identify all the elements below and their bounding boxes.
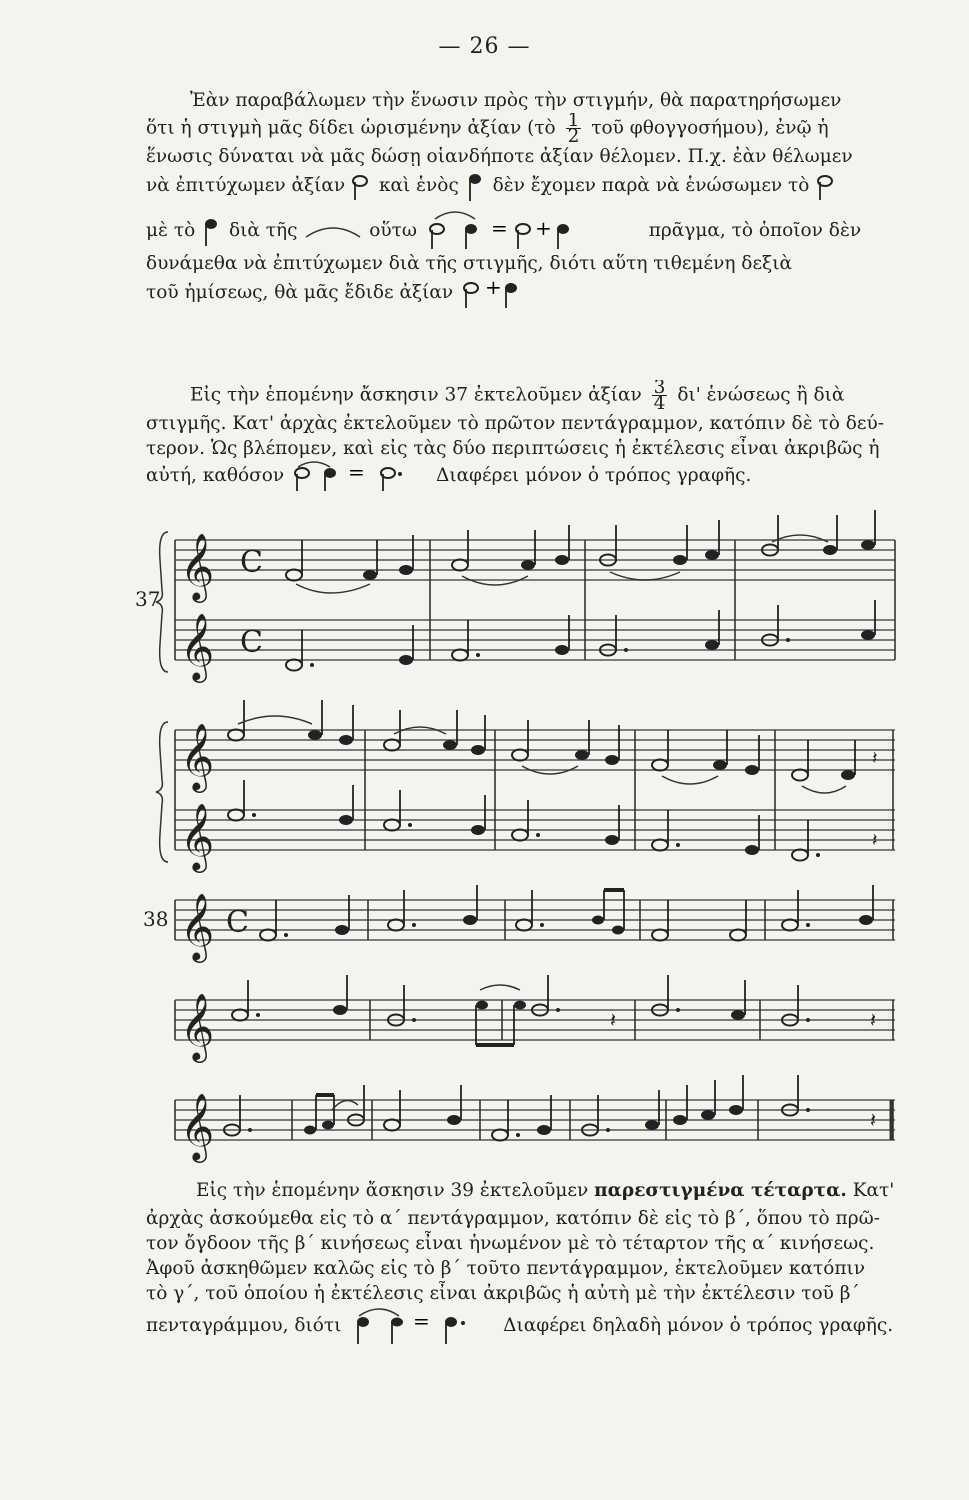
- treble-clef-icon: 𝄞: [180, 892, 215, 960]
- text-span: νὰ ἐπιτύχωμεν ἀξίαν: [146, 175, 346, 196]
- brace: [156, 532, 168, 672]
- text-span: οὕτω: [369, 220, 417, 241]
- text-line: [146, 211, 936, 251]
- text-span: δι' ἑνώσεως ἢ διὰ: [677, 384, 845, 406]
- text-span: Εἰς τὴν ἑπομένην ἄσκησιν 39 ἐκτελοῦμεν: [196, 1180, 589, 1201]
- svg-text:𝄽: 𝄽: [870, 1008, 877, 1032]
- text-line: ἀρχὰς ἀσκούμεθα εἰς τὸ α΄ πεντάγραμμον, κατόπιν δὲ εἰς τὸ β΄, ὅπου τὸ πρῶ-: [146, 1208, 880, 1229]
- text-span: Διαφέρει μόνον ὁ τρόπος γραφῆς.: [435, 465, 752, 486]
- quarter-note-glyph: [465, 169, 487, 203]
- text-span: Κατ': [852, 1180, 895, 1201]
- tied-notes-equation: [423, 211, 643, 251]
- text-line: στιγμῆς. Κατ' ἀρχὰς ἐκτελοῦμεν τὸ πρῶτον πεντάγραμμον, κατόπιν δὲ τὸ δεύ-: [146, 413, 884, 434]
- bold-text: παρεστιγμένα τέταρτα.: [594, 1180, 847, 1201]
- text-span: Εἰς τὴν ἑπομένην ἄσκησιν 37 ἐκτελοῦμεν ἀξίαν: [190, 384, 642, 406]
- text-line: [146, 276, 936, 310]
- text-span: Διαφέρει δηλαδὴ μόνον ὁ τρόπος γραφῆς.: [503, 1315, 894, 1336]
- text-line: ἕνωσις δύναται νὰ μᾶς δώσῃ οἱανδήποτε ἀξίαν θέλομεν. Π.χ. ἐὰν θέλωμεν: [146, 146, 853, 167]
- text-line: [146, 461, 936, 491]
- tie-glyph: [303, 221, 363, 241]
- svg-text:𝄽: 𝄽: [870, 1108, 877, 1132]
- half-note-glyph: [815, 171, 837, 201]
- half-note-glyph: [351, 171, 373, 201]
- treble-clef-icon: 𝄞: [180, 612, 215, 680]
- text-span: διὰ τῆς: [229, 220, 298, 241]
- treble-clef-icon: 𝄞: [180, 802, 215, 870]
- text-line: Ἀφοῦ ἀσκηθῶμεν καλῶς εἰς τὸ β΄ τοῦτο πεντάγραμμον, ἐκτελοῦμεν κατόπιν: [146, 1258, 866, 1279]
- text-span: τοῦ φθογγοσήμου), ἐνῷ ἡ: [591, 117, 829, 139]
- text-line: [146, 113, 936, 144]
- text-span: τοῦ ἡμίσεως, θὰ μᾶς ἔδιδε ἀξίαν: [146, 282, 454, 303]
- treble-clef-icon: 𝄞: [180, 532, 215, 600]
- staff: [175, 730, 895, 770]
- time-signature: C: [240, 625, 263, 660]
- svg-text:=: =: [413, 1309, 431, 1333]
- fraction-numerator: 3: [653, 380, 666, 398]
- exercise-number: 37: [135, 587, 161, 611]
- exercise-38-score: [0, 880, 969, 1170]
- text-line: τον ὄγδοον τῆς β΄ κινήσεως εἶναι ἡνωμένον μὲ τὸ τέταρτον τῆς α΄ κινήσεως.: [146, 1233, 875, 1254]
- svg-text:+: +: [485, 276, 502, 299]
- text-line: τερον. Ὡς βλέπομεν, καὶ εἰς τὰς δύο περιπτώσεις ἡ ἐκτέλεσις εἶναι ἀκριβῶς ἡ: [146, 438, 880, 459]
- text-span: μὲ τὸ: [146, 220, 196, 241]
- text-line: δυνάμεθα νὰ ἐπιτύχωμεν διὰ τῆς στιγμῆς, διότι αὕτη τιθεμένη δεξιὰ: [146, 253, 792, 274]
- staff: [175, 1100, 895, 1140]
- paragraph-1: [146, 88, 936, 310]
- paragraph-2: [146, 380, 936, 491]
- svg-text:𝄽: 𝄽: [872, 830, 878, 851]
- treble-clef-icon: 𝄞: [180, 992, 215, 1060]
- fraction-denominator: 2: [567, 126, 580, 144]
- svg-text:+: +: [534, 216, 552, 240]
- staff: [175, 810, 895, 850]
- page-number: — 26 —: [438, 34, 531, 59]
- equals-sign: =: [490, 216, 508, 240]
- paragraph-3: [196, 1178, 936, 1203]
- text-line: τὸ γ΄, τοῦ ὁποίου ἡ ἐκτέλεσις εἶναι ἀκριβῶς ἡ αὐτὴ μὲ τὴν ἐκτέλεσιν τοῦ β΄: [146, 1283, 860, 1304]
- exercise-37-score: [0, 510, 969, 890]
- exercise-number: 38: [143, 907, 169, 931]
- fraction-denominator: 4: [653, 393, 666, 411]
- fraction: [652, 380, 668, 411]
- treble-clef-icon: 𝄞: [180, 722, 215, 790]
- fraction: [566, 113, 582, 144]
- time-signature: C: [240, 545, 263, 580]
- text-line: [146, 169, 936, 203]
- paragraph-3-cont: [146, 1206, 936, 1346]
- quarter-note-glyph: [201, 214, 223, 248]
- text-line: Ἐὰν παραβάλωμεν τὴν ἕνωσιν πρὸς τὴν στιγμήν, θὰ παρατηρήσωμεν: [190, 90, 842, 111]
- brace: [156, 722, 168, 862]
- text-span: πρᾶγμα, τὸ ὁποῖον δὲν: [648, 220, 862, 241]
- text-span: καὶ ἑνὸς: [378, 175, 459, 196]
- note-sum-glyph: [459, 276, 539, 310]
- text-span: ὅτι ἡ στιγμὴ μᾶς δίδει ὡρισμένην ἀξίαν (τὸ: [146, 117, 556, 139]
- svg-text:𝄽: 𝄽: [872, 748, 878, 769]
- text-line: [146, 380, 936, 411]
- text-span: δὲν ἔχομεν παρὰ νὰ ἑνώσωμεν τὸ: [492, 175, 810, 196]
- time-signature: C: [226, 905, 249, 940]
- text-span: αὐτή, καθόσον: [146, 465, 285, 486]
- text-span: πενταγράμμου, διότι: [146, 1315, 342, 1336]
- svg-text:𝄽: 𝄽: [610, 1008, 617, 1032]
- svg-text:=: =: [348, 461, 365, 484]
- text-line: [146, 1306, 936, 1346]
- tied-notes-equation: [290, 461, 430, 491]
- tied-notes-equation: [347, 1306, 497, 1346]
- treble-clef-icon: 𝄞: [180, 1092, 215, 1160]
- text-line: [196, 1178, 936, 1203]
- fraction-numerator: 1: [567, 113, 580, 131]
